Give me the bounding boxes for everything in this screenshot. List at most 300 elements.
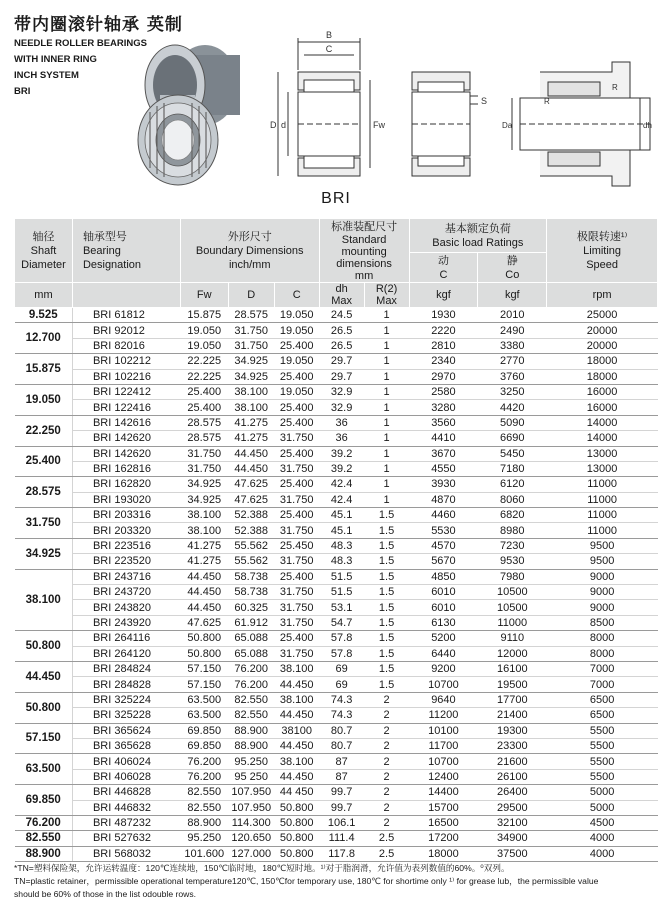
designation-cell: BRI 264120 xyxy=(72,646,180,661)
designation-cell: BRI 142616 xyxy=(72,415,180,430)
shaft-diameter-cell: 12.700 xyxy=(15,323,73,354)
load-c-cell: 12400 xyxy=(409,769,478,784)
fw-cell: 63.500 xyxy=(180,692,228,707)
fw-cell: 76.200 xyxy=(180,769,228,784)
r-max-cell: 1.5 xyxy=(364,615,409,630)
c-width-cell: 19.050 xyxy=(274,354,319,369)
dh-max-cell: 69 xyxy=(319,677,364,692)
r-max-cell: 1 xyxy=(364,492,409,507)
limit-speed-cell: 5500 xyxy=(547,738,658,753)
d-outer-cell: 34.925 xyxy=(228,369,274,384)
load-c-cell: 2340 xyxy=(409,354,478,369)
table-row xyxy=(15,646,658,661)
designation-cell: BRI 142620 xyxy=(72,431,180,446)
header-col-fw: Fw xyxy=(180,283,228,308)
fw-cell: 31.750 xyxy=(180,461,228,476)
designation-cell: BRI 142620 xyxy=(72,446,180,461)
header-static: 静 Co xyxy=(478,253,547,283)
page-title-cn: 带内圈滚针轴承 英制 xyxy=(14,15,183,35)
d-outer-cell: 114.300 xyxy=(228,815,274,830)
shaft-diameter-cell: 34.925 xyxy=(15,538,73,569)
designation-cell: BRI 92012 xyxy=(72,323,180,338)
load-co-cell: 3380 xyxy=(478,338,547,353)
d-outer-cell: 52.388 xyxy=(228,523,274,538)
dh-max-cell: 32.9 xyxy=(319,400,364,415)
load-c-cell: 4410 xyxy=(409,431,478,446)
load-c-cell: 5670 xyxy=(409,554,478,569)
r-max-cell: 1 xyxy=(364,400,409,415)
load-co-cell: 26100 xyxy=(478,769,547,784)
load-co-cell: 8980 xyxy=(478,523,547,538)
load-c-cell: 4460 xyxy=(409,508,478,523)
limit-speed-cell: 6500 xyxy=(547,708,658,723)
fw-cell: 31.750 xyxy=(180,446,228,461)
designation-cell: BRI 446832 xyxy=(72,800,180,815)
designation-cell: BRI 365628 xyxy=(72,738,180,753)
designation-cell: BRI 243820 xyxy=(72,600,180,615)
load-co-cell: 26400 xyxy=(478,785,547,800)
header-col-d: D xyxy=(228,283,274,308)
shaft-diameter-cell: 82.550 xyxy=(15,831,73,846)
header-dynamic: 动 C xyxy=(409,253,478,283)
designation-cell: BRI 223520 xyxy=(72,554,180,569)
dh-max-cell: 54.7 xyxy=(319,615,364,630)
load-c-cell: 11700 xyxy=(409,738,478,753)
shaft-diameter-cell: 31.750 xyxy=(15,508,73,539)
r-max-cell: 1 xyxy=(364,308,409,323)
designation-cell: BRI 325228 xyxy=(72,708,180,723)
load-c-cell: 11200 xyxy=(409,708,478,723)
r-max-cell: 2 xyxy=(364,754,409,769)
designation-cell: BRI 527632 xyxy=(72,831,180,846)
table-row xyxy=(15,508,658,523)
c-width-cell: 25.400 xyxy=(274,400,319,415)
r-max-cell: 1.5 xyxy=(364,585,409,600)
r-max-cell: 2 xyxy=(364,769,409,784)
fw-cell: 47.625 xyxy=(180,615,228,630)
load-co-cell: 11000 xyxy=(478,615,547,630)
fw-cell: 28.575 xyxy=(180,415,228,430)
c-width-cell: 50.800 xyxy=(274,831,319,846)
dh-max-cell: 99.7 xyxy=(319,785,364,800)
table-row xyxy=(15,338,658,353)
d-outer-cell: 82.550 xyxy=(228,708,274,723)
title-line-4: BRI xyxy=(14,86,31,97)
limit-speed-cell: 14000 xyxy=(547,415,658,430)
load-co-cell: 7230 xyxy=(478,538,547,553)
c-width-cell: 19.050 xyxy=(274,308,319,323)
bearing-3d-render xyxy=(138,45,240,185)
load-c-cell: 6130 xyxy=(409,615,478,630)
header-boundary: 外形尺寸 Boundary Dimensions inch/mm xyxy=(180,219,319,283)
table-row xyxy=(15,492,658,507)
c-width-cell: 50.800 xyxy=(274,800,319,815)
d-outer-cell: 58.738 xyxy=(228,569,274,584)
limit-speed-cell: 16000 xyxy=(547,400,658,415)
designation-cell: BRI 193020 xyxy=(72,492,180,507)
dim-label-c: C xyxy=(325,44,333,54)
footnote-en-2: should be 60% of those in the list odouble rows. xyxy=(14,889,197,899)
r-max-cell: 2.5 xyxy=(364,831,409,846)
r-max-cell: 2 xyxy=(364,708,409,723)
fw-cell: 44.450 xyxy=(180,600,228,615)
header-unit-blank xyxy=(72,283,180,308)
limit-speed-cell: 8000 xyxy=(547,631,658,646)
fw-cell: 38.100 xyxy=(180,508,228,523)
footnote xyxy=(14,862,664,901)
dh-max-cell: 51.5 xyxy=(319,585,364,600)
c-width-cell: 31.750 xyxy=(274,523,319,538)
dh-max-cell: 74.3 xyxy=(319,692,364,707)
load-c-cell: 2580 xyxy=(409,384,478,399)
header-designation: 轴承型号 Bearing Designation xyxy=(72,219,180,283)
dim-label-d-outer: D xyxy=(270,120,277,130)
shaft-diameter-cell: 38.100 xyxy=(15,569,73,631)
section-drawing-inner-ring xyxy=(412,72,487,176)
load-c-cell: 10700 xyxy=(409,754,478,769)
fw-cell: 69.850 xyxy=(180,723,228,738)
load-co-cell: 7980 xyxy=(478,569,547,584)
c-width-cell: 25.400 xyxy=(274,415,319,430)
header-load: 基本额定负荷 Basic load Ratings xyxy=(409,219,547,253)
load-co-cell: 19300 xyxy=(478,723,547,738)
title-line-1: NEEDLE ROLLER BEARINGS xyxy=(14,38,148,49)
limit-speed-cell: 11000 xyxy=(547,523,658,538)
load-co-cell: 7180 xyxy=(478,461,547,476)
fw-cell: 41.275 xyxy=(180,538,228,553)
title-line-3: INCH SYSTEM xyxy=(14,70,79,81)
load-c-cell: 5200 xyxy=(409,631,478,646)
dh-max-cell: 106.1 xyxy=(319,815,364,830)
limit-speed-cell: 11000 xyxy=(547,508,658,523)
table-row xyxy=(15,615,658,630)
shaft-diameter-cell: 28.575 xyxy=(15,477,73,508)
title-line-2: WITH INNER RING xyxy=(14,54,97,65)
dim-label-d-inner: d xyxy=(281,120,287,130)
table-row xyxy=(15,477,658,492)
table-row xyxy=(15,354,658,369)
table-row xyxy=(15,800,658,815)
c-width-cell: 25.400 xyxy=(274,477,319,492)
load-c-cell: 2810 xyxy=(409,338,478,353)
c-width-cell: 31.750 xyxy=(274,615,319,630)
dim-label-fw: Fw xyxy=(373,120,385,130)
fw-cell: 44.450 xyxy=(180,585,228,600)
limit-speed-cell: 14000 xyxy=(547,431,658,446)
limit-speed-cell: 11000 xyxy=(547,492,658,507)
table-row xyxy=(15,446,658,461)
limit-speed-cell: 5500 xyxy=(547,723,658,738)
header-mounting: 标准装配尺寸 Standard mounting dimensions mm xyxy=(319,219,409,283)
c-width-cell: 19.050 xyxy=(274,384,319,399)
r-max-cell: 1 xyxy=(364,369,409,384)
fw-cell: 19.050 xyxy=(180,338,228,353)
load-c-cell: 3670 xyxy=(409,446,478,461)
r-max-cell: 1.5 xyxy=(364,538,409,553)
load-co-cell: 9110 xyxy=(478,631,547,646)
load-co-cell: 29500 xyxy=(478,800,547,815)
r-max-cell: 1 xyxy=(364,415,409,430)
c-width-cell: 38.100 xyxy=(274,661,319,676)
load-co-cell: 37500 xyxy=(478,846,547,861)
table-row xyxy=(15,461,658,476)
designation-cell: BRI 325224 xyxy=(72,692,180,707)
limit-speed-cell: 7000 xyxy=(547,677,658,692)
dh-max-cell: 26.5 xyxy=(319,338,364,353)
table-row xyxy=(15,384,658,399)
c-width-cell: 31.750 xyxy=(274,585,319,600)
fw-cell: 41.275 xyxy=(180,554,228,569)
dh-max-cell: 42.4 xyxy=(319,477,364,492)
limit-speed-cell: 9000 xyxy=(547,585,658,600)
load-c-cell: 17200 xyxy=(409,831,478,846)
load-co-cell: 6820 xyxy=(478,508,547,523)
fw-cell: 34.925 xyxy=(180,477,228,492)
load-c-cell: 2220 xyxy=(409,323,478,338)
dh-max-cell: 80.7 xyxy=(319,738,364,753)
c-width-cell: 38100 xyxy=(274,723,319,738)
designation-cell: BRI 264116 xyxy=(72,631,180,646)
c-width-cell: 31.750 xyxy=(274,461,319,476)
c-width-cell: 31.750 xyxy=(274,431,319,446)
fw-cell: 82.550 xyxy=(180,785,228,800)
limit-speed-cell: 25000 xyxy=(547,308,658,323)
table-row xyxy=(15,431,658,446)
shaft-diameter-cell: 76.200 xyxy=(15,815,73,830)
d-outer-cell: 107.950 xyxy=(228,800,274,815)
load-c-cell: 6010 xyxy=(409,585,478,600)
shaft-diameter-cell: 19.050 xyxy=(15,384,73,415)
fw-cell: 57.150 xyxy=(180,677,228,692)
load-c-cell: 3280 xyxy=(409,400,478,415)
designation-cell: BRI 406024 xyxy=(72,754,180,769)
d-outer-cell: 65.088 xyxy=(228,646,274,661)
limit-speed-cell: 9000 xyxy=(547,600,658,615)
limit-speed-cell: 16000 xyxy=(547,384,658,399)
dh-max-cell: 45.1 xyxy=(319,508,364,523)
table-row xyxy=(15,815,658,830)
dh-max-cell: 87 xyxy=(319,754,364,769)
d-outer-cell: 28.575 xyxy=(228,308,274,323)
limit-speed-cell: 6500 xyxy=(547,692,658,707)
designation-cell: BRI 102212 xyxy=(72,354,180,369)
dh-max-cell: 80.7 xyxy=(319,723,364,738)
table-row xyxy=(15,677,658,692)
d-outer-cell: 95 250 xyxy=(228,769,274,784)
header-speed: 极限转速¹⁾ Limiting Speed xyxy=(547,219,658,283)
load-c-cell: 5530 xyxy=(409,523,478,538)
limit-speed-cell: 20000 xyxy=(547,323,658,338)
c-width-cell: 25.400 xyxy=(274,369,319,384)
fw-cell: 22.225 xyxy=(180,369,228,384)
dh-max-cell: 117.8 xyxy=(319,846,364,861)
designation-cell: BRI 162816 xyxy=(72,461,180,476)
limit-speed-cell: 20000 xyxy=(547,338,658,353)
dh-max-cell: 111.4 xyxy=(319,831,364,846)
designation-cell: BRI 223516 xyxy=(72,538,180,553)
load-c-cell: 18000 xyxy=(409,846,478,861)
d-outer-cell: 127.000 xyxy=(228,846,274,861)
d-outer-cell: 76.200 xyxy=(228,661,274,676)
dh-max-cell: 39.2 xyxy=(319,461,364,476)
table-row xyxy=(15,323,658,338)
limit-speed-cell: 18000 xyxy=(547,354,658,369)
table-header xyxy=(15,219,658,308)
dh-max-cell: 32.9 xyxy=(319,384,364,399)
table-row xyxy=(15,661,658,676)
d-outer-cell: 41.275 xyxy=(228,431,274,446)
load-co-cell: 5090 xyxy=(478,415,547,430)
section-drawing-main xyxy=(270,30,385,176)
load-co-cell: 23300 xyxy=(478,738,547,753)
load-c-cell: 2970 xyxy=(409,369,478,384)
c-width-cell: 25.400 xyxy=(274,508,319,523)
load-c-cell: 3560 xyxy=(409,415,478,430)
r-max-cell: 1 xyxy=(364,323,409,338)
d-outer-cell: 38.100 xyxy=(228,400,274,415)
load-co-cell: 3250 xyxy=(478,384,547,399)
dh-max-cell: 45.1 xyxy=(319,523,364,538)
bearing-drawings xyxy=(0,0,672,215)
r-max-cell: 2 xyxy=(364,785,409,800)
designation-cell: BRI 243716 xyxy=(72,569,180,584)
dh-max-cell: 69 xyxy=(319,661,364,676)
d-outer-cell: 58.738 xyxy=(228,585,274,600)
c-width-cell: 25.400 xyxy=(274,569,319,584)
table-row xyxy=(15,631,658,646)
table-row xyxy=(15,554,658,569)
dh-max-cell: 29.7 xyxy=(319,369,364,384)
table-row xyxy=(15,600,658,615)
r-max-cell: 2 xyxy=(364,800,409,815)
dh-max-cell: 26.5 xyxy=(319,323,364,338)
fw-cell: 101.600 xyxy=(180,846,228,861)
r-max-cell: 1 xyxy=(364,461,409,476)
designation-cell: BRI 122412 xyxy=(72,384,180,399)
c-width-cell: 44.450 xyxy=(274,677,319,692)
dh-max-cell: 51.5 xyxy=(319,569,364,584)
d-outer-cell: 95.250 xyxy=(228,754,274,769)
c-width-cell: 50.800 xyxy=(274,846,319,861)
table-row xyxy=(15,785,658,800)
load-c-cell: 10100 xyxy=(409,723,478,738)
designation-cell: BRI 243920 xyxy=(72,615,180,630)
dh-max-cell: 87 xyxy=(319,769,364,784)
header-shaft: 轴径 Shaft Diameter xyxy=(15,219,73,283)
load-co-cell: 10500 xyxy=(478,600,547,615)
r-max-cell: 1.5 xyxy=(364,677,409,692)
d-outer-cell: 120.650 xyxy=(228,831,274,846)
fw-cell: 38.100 xyxy=(180,523,228,538)
load-c-cell: 9200 xyxy=(409,661,478,676)
load-c-cell: 6440 xyxy=(409,646,478,661)
d-outer-cell: 44.450 xyxy=(228,446,274,461)
load-c-cell: 14400 xyxy=(409,785,478,800)
shaft-diameter-cell: 25.400 xyxy=(15,446,73,477)
shaft-diameter-cell: 88.900 xyxy=(15,846,73,861)
header-col-c: C xyxy=(274,283,319,308)
load-co-cell: 9530 xyxy=(478,554,547,569)
load-co-cell: 17700 xyxy=(478,692,547,707)
load-co-cell: 4420 xyxy=(478,400,547,415)
load-co-cell: 21400 xyxy=(478,708,547,723)
dh-max-cell: 57.8 xyxy=(319,646,364,661)
fw-cell: 15.875 xyxy=(180,308,228,323)
load-c-cell: 10700 xyxy=(409,677,478,692)
c-width-cell: 31.750 xyxy=(274,600,319,615)
dim-label-dh: dh xyxy=(643,121,652,130)
fw-cell: 44.450 xyxy=(180,569,228,584)
designation-cell: BRI 568032 xyxy=(72,846,180,861)
designation-cell: BRI 122416 xyxy=(72,400,180,415)
d-outer-cell: 55.562 xyxy=(228,554,274,569)
table-row xyxy=(15,769,658,784)
designation-cell: BRI 284828 xyxy=(72,677,180,692)
d-outer-cell: 88.900 xyxy=(228,723,274,738)
r-max-cell: 1.5 xyxy=(364,661,409,676)
limit-speed-cell: 9500 xyxy=(547,538,658,553)
c-width-cell: 31.750 xyxy=(274,492,319,507)
designation-cell: BRI 446828 xyxy=(72,785,180,800)
dh-max-cell: 36 xyxy=(319,431,364,446)
designation-cell: BRI 406028 xyxy=(72,769,180,784)
load-c-cell: 3930 xyxy=(409,477,478,492)
load-co-cell: 2490 xyxy=(478,323,547,338)
limit-speed-cell: 4000 xyxy=(547,846,658,861)
limit-speed-cell: 18000 xyxy=(547,369,658,384)
r-max-cell: 1 xyxy=(364,354,409,369)
dim-label-da: Da xyxy=(502,121,513,130)
designation-cell: BRI 487232 xyxy=(72,815,180,830)
shaft-diameter-cell: 69.850 xyxy=(15,785,73,816)
c-width-cell: 25.400 xyxy=(274,446,319,461)
dim-label-r-left: R xyxy=(544,97,550,106)
specification-table xyxy=(14,218,658,862)
d-outer-cell: 76.200 xyxy=(228,677,274,692)
dh-max-cell: 36 xyxy=(319,415,364,430)
dim-label-b: B xyxy=(325,30,333,40)
dh-max-cell: 48.3 xyxy=(319,538,364,553)
header-col-dh: dh Max xyxy=(319,283,364,308)
c-width-cell: 19.050 xyxy=(274,323,319,338)
c-width-cell: 25.400 xyxy=(274,338,319,353)
r-max-cell: 1.5 xyxy=(364,631,409,646)
r-max-cell: 1.5 xyxy=(364,600,409,615)
d-outer-cell: 82.550 xyxy=(228,692,274,707)
load-co-cell: 32100 xyxy=(478,815,547,830)
limit-speed-cell: 5500 xyxy=(547,754,658,769)
load-co-cell: 12000 xyxy=(478,646,547,661)
c-width-cell: 31.750 xyxy=(274,554,319,569)
table-row xyxy=(15,308,658,323)
table-row xyxy=(15,369,658,384)
d-outer-cell: 65.088 xyxy=(228,631,274,646)
dh-max-cell: 29.7 xyxy=(319,354,364,369)
fw-cell: 25.400 xyxy=(180,400,228,415)
shaft-diameter-cell: 9.525 xyxy=(15,308,73,323)
load-co-cell: 10500 xyxy=(478,585,547,600)
shaft-diameter-cell: 63.500 xyxy=(15,754,73,785)
dh-max-cell: 48.3 xyxy=(319,554,364,569)
c-width-cell: 44.450 xyxy=(274,738,319,753)
table-row xyxy=(15,538,658,553)
table-row xyxy=(15,738,658,753)
table-row xyxy=(15,692,658,707)
fw-cell: 63.500 xyxy=(180,708,228,723)
shaft-diameter-cell: 44.450 xyxy=(15,661,73,692)
d-outer-cell: 107.950 xyxy=(228,785,274,800)
fw-cell: 19.050 xyxy=(180,323,228,338)
